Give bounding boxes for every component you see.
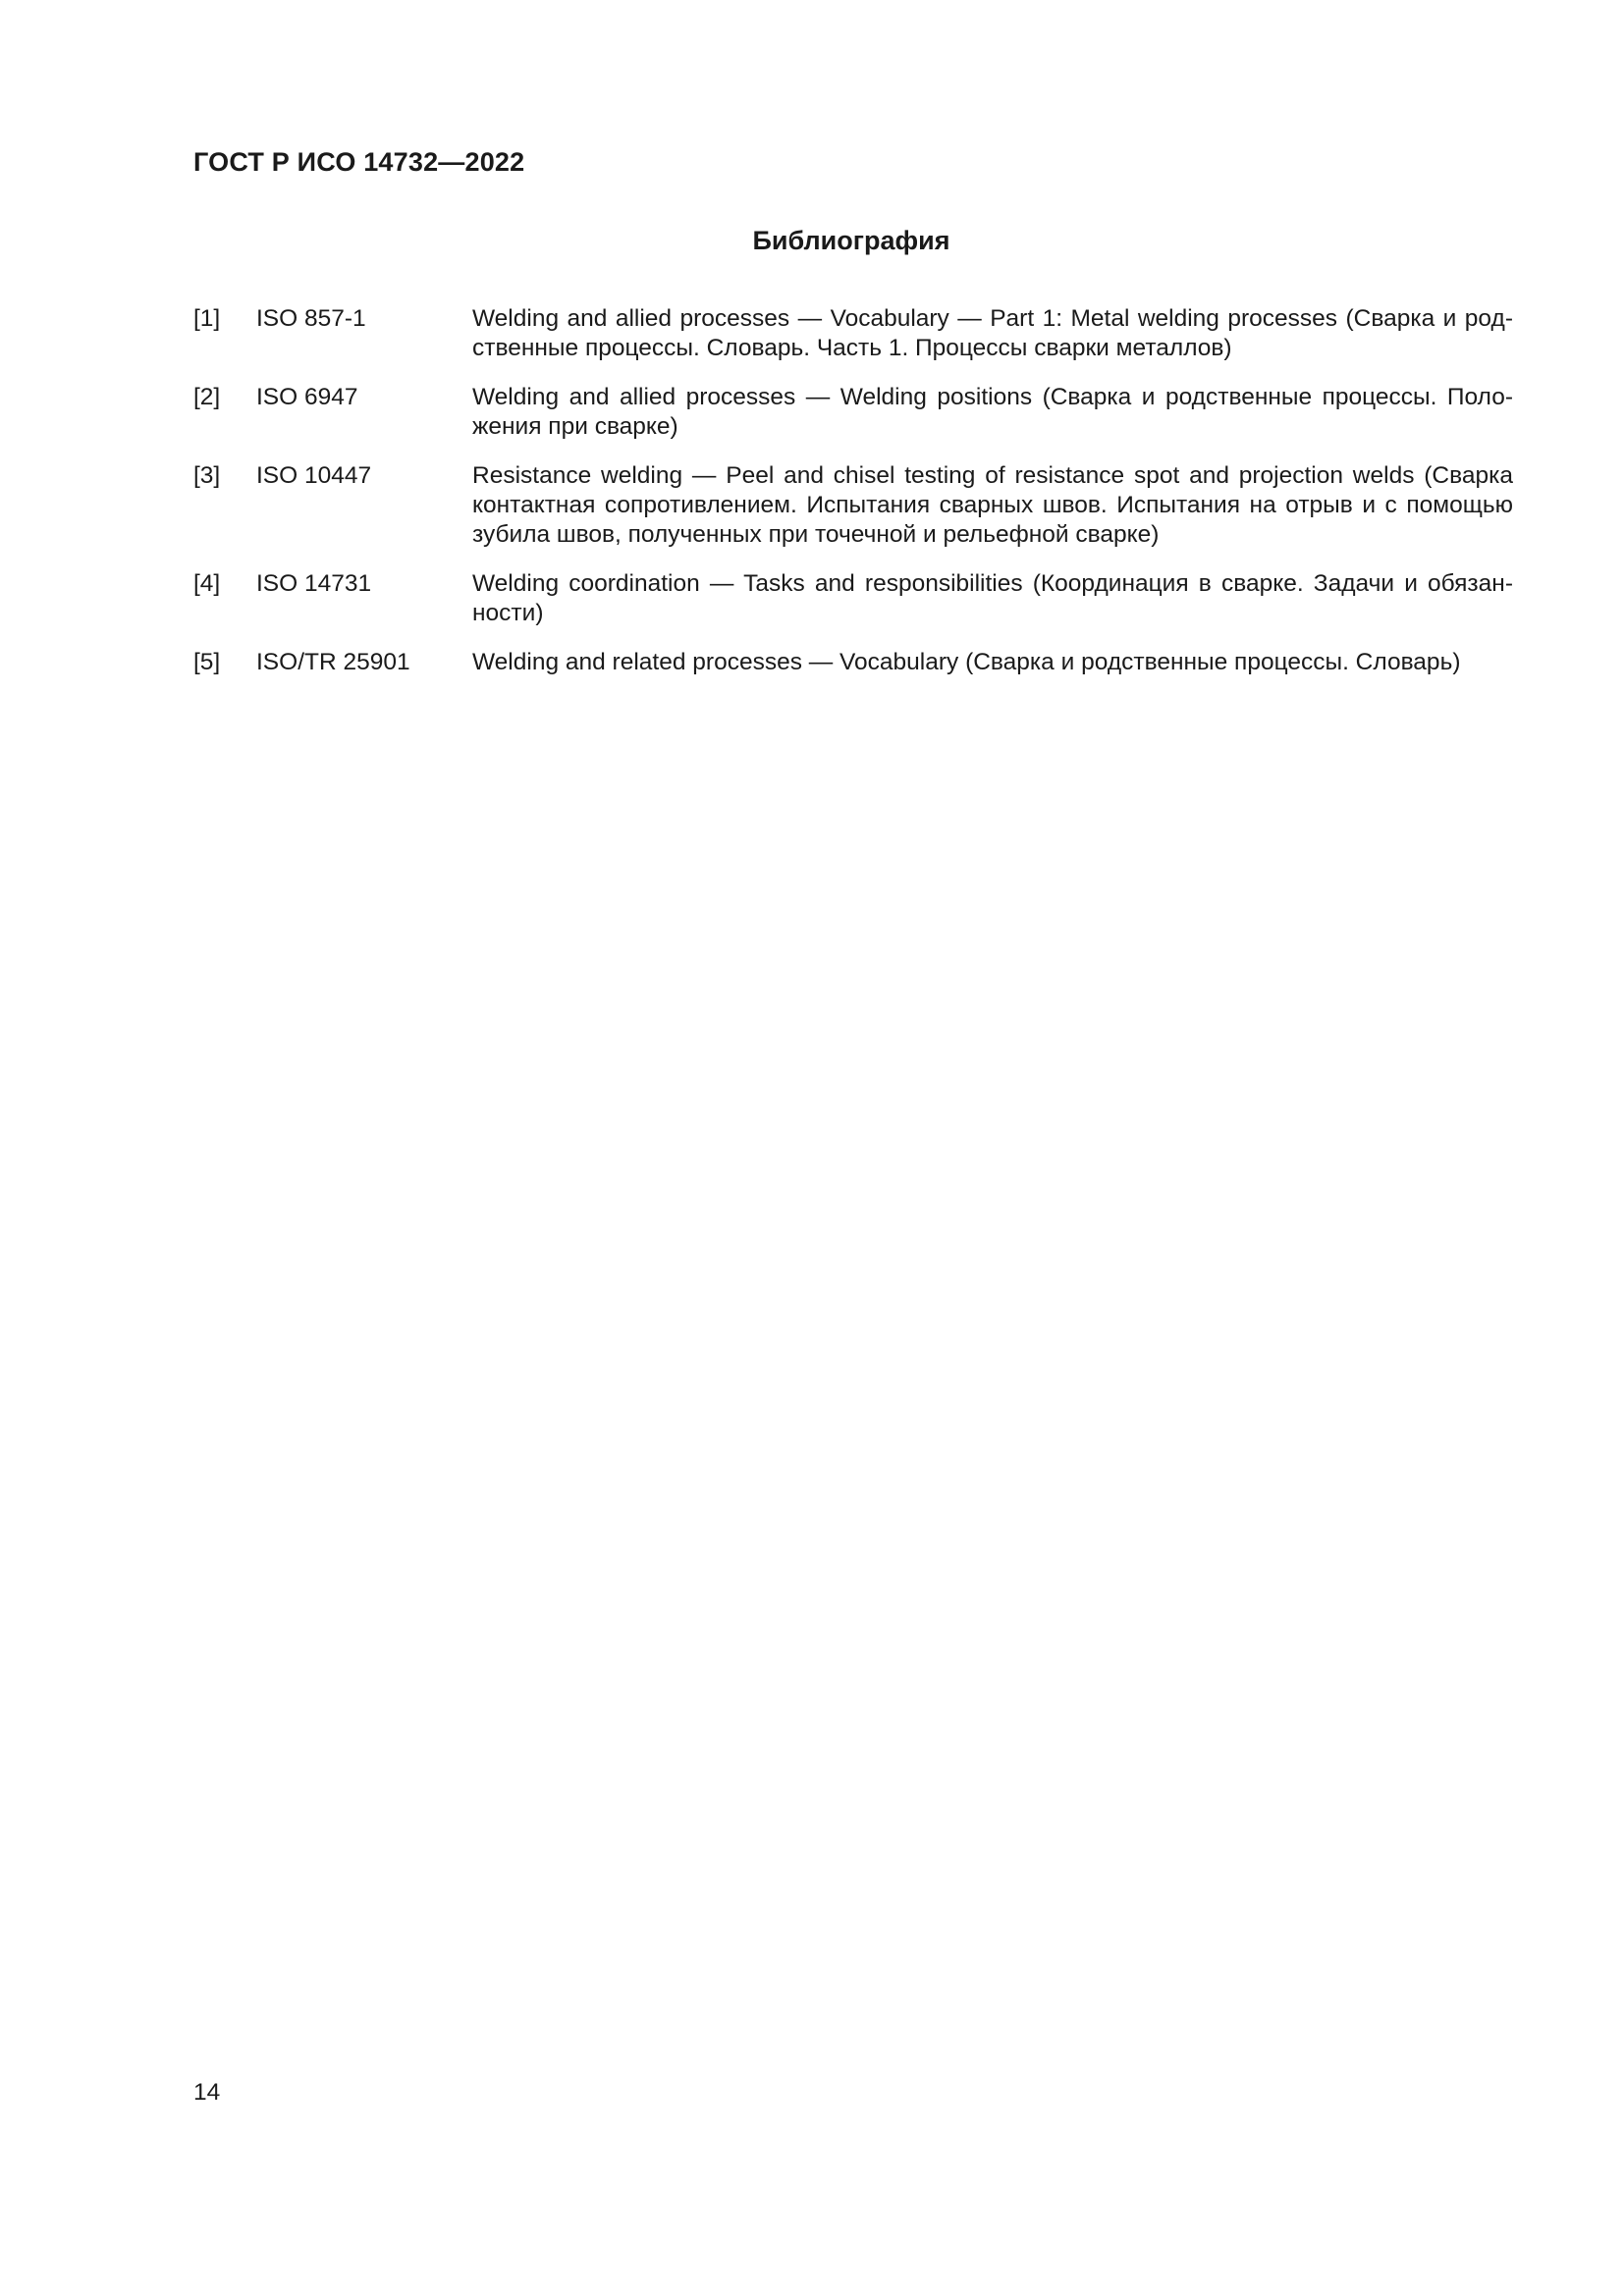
entry-code: ISO 10447	[256, 462, 372, 489]
document-header: ГОСТ Р ИСО 14732—2022	[193, 147, 525, 177]
entry-title: Welding and related processes — Vocabulary (Сварка и родственные процессы. Словарь)	[472, 649, 1461, 675]
section-title-container	[0, 226, 1624, 256]
entry-number: [1]	[193, 305, 221, 332]
entry-title: Welding and allied processes — Vocabulary — Part 1: Metal welding processes (Сварка и родственные процессы. Словарь. Часть 1. Процессы сварки металлов)	[472, 305, 1513, 361]
entry-code: ISO/TR 25901	[256, 649, 410, 675]
page-number: 14	[193, 2079, 221, 2106]
entry-title: Resistance welding — Peel and chisel testing of resistance spot and projection welds (Сварка контактная сопротивлением. Испытания сварных швов. Испытания на отрыв и с помощью зубила швов, полученных при точечной и рельефной сварке)	[472, 462, 1513, 548]
entry-number: [2]	[193, 384, 221, 410]
entry-code: ISO 857-1	[256, 305, 366, 332]
entry-number: [3]	[193, 462, 221, 489]
entry-title: Welding coordination — Tasks and responsibilities (Координация в сварке. Задачи и обязанности)	[472, 570, 1513, 626]
bibliography-entry	[193, 461, 1513, 550]
bibliography-entry	[193, 383, 1513, 442]
entry-code: ISO 14731	[256, 570, 372, 597]
entry-title: Welding and allied processes — Welding positions (Сварка и родственные процессы. Положения при сварке)	[472, 384, 1513, 440]
entry-code: ISO 6947	[256, 384, 358, 410]
bibliography-entry	[193, 304, 1513, 363]
section-title: Библиография	[752, 226, 950, 255]
bibliography-entry	[193, 569, 1513, 628]
bibliography-entry	[193, 648, 1513, 677]
bibliography-list	[193, 304, 1513, 697]
entry-number: [5]	[193, 649, 221, 675]
entry-number: [4]	[193, 570, 221, 597]
